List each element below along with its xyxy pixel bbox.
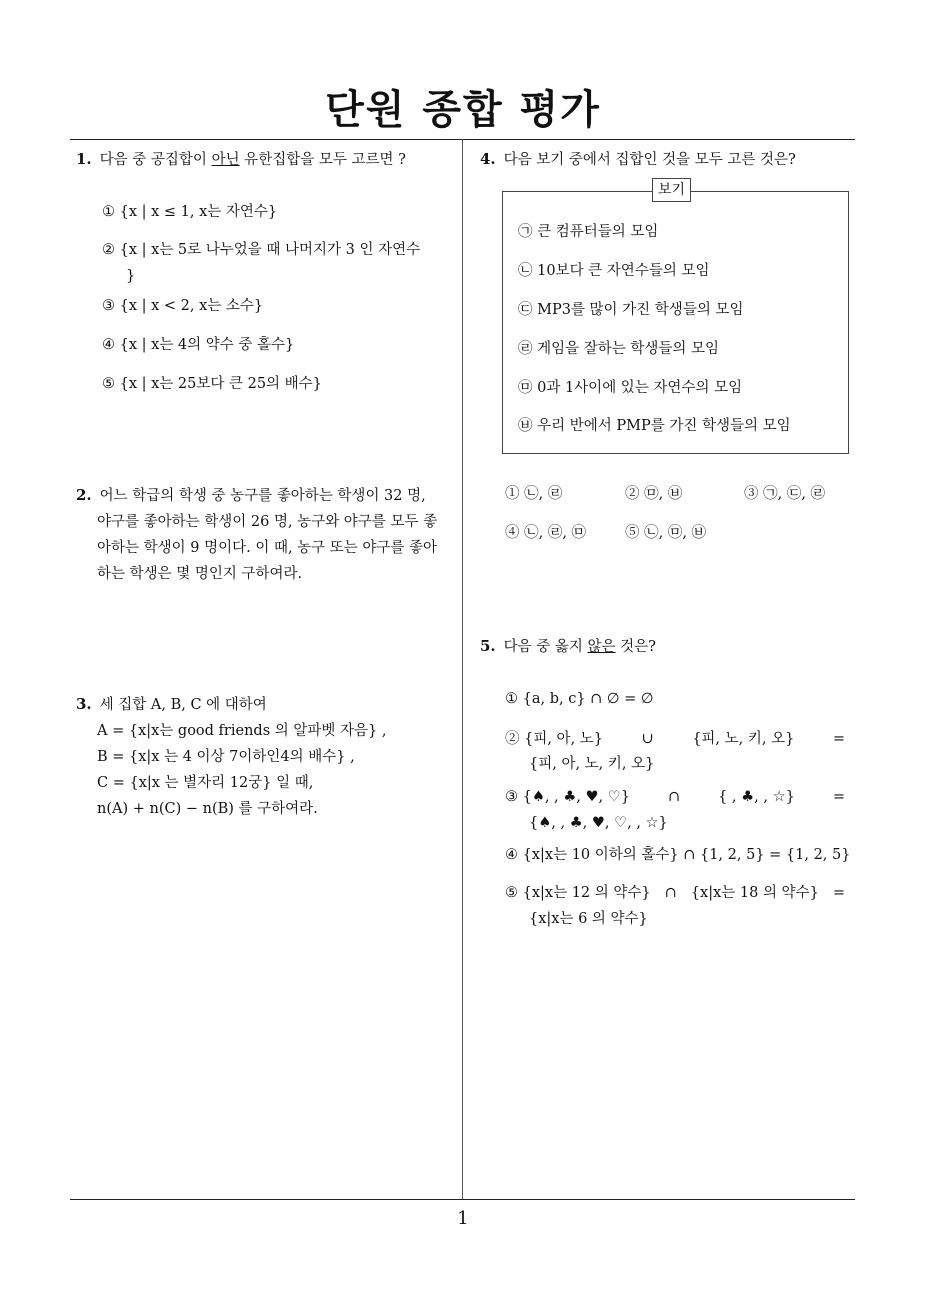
q5-option-3[interactable] xyxy=(505,784,845,810)
question-number: 1. xyxy=(76,150,92,168)
question-line: 아하는 학생이 9 명이다. 이 때, 농구 또는 야구를 좋아 xyxy=(97,540,438,556)
bogi-item: ㉤ 0과 1사이에 있는 자연수의 모임 xyxy=(518,380,743,396)
question-text: 다음 중 공집합이 xyxy=(99,152,212,168)
q5-option-2[interactable] xyxy=(505,726,845,752)
question-intro: 세 집합 A, B, C 에 대하여 xyxy=(99,697,267,713)
question-ask: n(A) + n(C) − n(B) 를 구하여라. xyxy=(97,801,318,817)
option-part: = xyxy=(832,731,845,747)
q1-option-5[interactable]: ⑤ {x | x는 25보다 큰 25의 배수} xyxy=(102,376,322,392)
option-part: ③ {♠, , ♣, ♥, ♡} xyxy=(505,789,630,805)
q1-option-2-cont: } xyxy=(126,268,136,284)
q1-option-1[interactable]: ① {x | x ≤ 1, x는 자연수} xyxy=(102,204,278,220)
question-line: 어느 학급의 학생 중 농구를 좋아하는 학생이 32 명, xyxy=(99,488,426,504)
q4-answer-4[interactable]: ④ ㉡, ㉣, ㉤ xyxy=(505,525,587,541)
question-5 xyxy=(480,633,656,660)
option-part: = xyxy=(832,789,845,805)
question-text: 다음 중 옳지 xyxy=(503,639,588,655)
question-emphasis: 않은 xyxy=(587,639,616,655)
question-2 xyxy=(76,482,456,587)
option-part: ② {피, 아, 노} xyxy=(505,731,604,747)
set-definition-a: A = {x|x는 good friends 의 알파벳 자음} , xyxy=(97,723,387,739)
question-emphasis: 아닌 xyxy=(211,152,240,168)
q5-option-3-cont: {♠, , ♣, ♥, ♡, , ☆} xyxy=(529,815,668,831)
question-line: 하는 학생은 몇 명인지 구하여라. xyxy=(97,566,303,582)
option-part: ∩ xyxy=(664,885,677,901)
question-number: 2. xyxy=(76,486,92,504)
option-part: ∪ xyxy=(641,731,654,747)
question-number: 4. xyxy=(480,150,496,168)
q4-answer-1[interactable]: ① ㉡, ㉣ xyxy=(505,486,563,502)
q5-option-5[interactable] xyxy=(505,880,845,906)
option-part: { , ♣, , ☆} xyxy=(718,789,795,805)
option-part: = xyxy=(832,885,845,901)
option-part: {x|x는 18 의 약수} xyxy=(690,885,819,901)
question-line: 야구를 좋아하는 학생이 26 명, 농구와 야구를 모두 좋 xyxy=(97,514,438,530)
question-text: 것은? xyxy=(615,639,656,655)
q5-option-2-cont: {피, 아, 노, 키, 오} xyxy=(529,756,655,772)
bogi-item: ㉥ 우리 반에서 PMP를 가진 학생들의 모임 xyxy=(518,418,791,434)
q4-answer-3[interactable]: ③ ㉠, ㉢, ㉣ xyxy=(744,486,826,502)
bogi-label: 보기 xyxy=(652,178,691,202)
option-part: {피, 노, 키, 오} xyxy=(692,731,795,747)
q1-option-3[interactable]: ③ {x | x < 2, x는 소수} xyxy=(102,298,264,314)
question-number: 5. xyxy=(480,637,496,655)
set-definition-c: C = {x|x 는 별자리 12궁} 일 때, xyxy=(97,775,314,791)
q1-option-4[interactable]: ④ {x | x는 4의 약수 중 홀수} xyxy=(102,337,295,353)
bogi-item: ㉣ 게임을 잘하는 학생들의 모임 xyxy=(518,341,720,357)
set-definition-b: B = {x|x 는 4 이상 7이하인4의 배수} , xyxy=(97,749,355,765)
bottom-rule xyxy=(70,1199,855,1200)
q5-option-1[interactable]: ① {a, b, c} ∩ ∅ = ∅ xyxy=(505,691,654,707)
bogi-item: ㉢ MP3를 많이 가진 학생들의 모임 xyxy=(518,302,744,318)
q5-option-4[interactable]: ④ {x|x는 10 이하의 홀수} ∩ {1, 2, 5} = {1, 2, 5} xyxy=(505,847,851,863)
bogi-item: ㉠ 큰 컴퓨터들의 모임 xyxy=(518,224,659,240)
question-text: 유한집합을 모두 고르면 ? xyxy=(239,152,406,168)
question-4 xyxy=(480,146,796,173)
option-part: ∩ xyxy=(667,789,681,805)
page-title: 단원 종합 평가 xyxy=(325,87,601,133)
q4-answer-5[interactable]: ⑤ ㉡, ㉤, ㉥ xyxy=(625,525,707,541)
page-number: 1 xyxy=(457,1208,469,1229)
question-1 xyxy=(76,146,406,173)
question-number: 3. xyxy=(76,695,92,713)
question-text: 다음 보기 중에서 집합인 것을 모두 고른 것은? xyxy=(503,152,796,168)
q1-option-2[interactable]: ② {x | x는 5로 나누었을 때 나머지가 3 인 자연수 xyxy=(102,242,421,258)
option-part: ⑤ {x|x는 12 의 약수} xyxy=(505,885,651,901)
column-divider xyxy=(462,139,463,1199)
bogi-item: ㉡ 10보다 큰 자연수들의 모임 xyxy=(518,263,710,279)
q5-option-5-cont: {x|x는 6 의 약수} xyxy=(529,911,648,927)
question-3 xyxy=(76,691,386,822)
q4-answer-2[interactable]: ② ㉤, ㉥ xyxy=(625,486,683,502)
